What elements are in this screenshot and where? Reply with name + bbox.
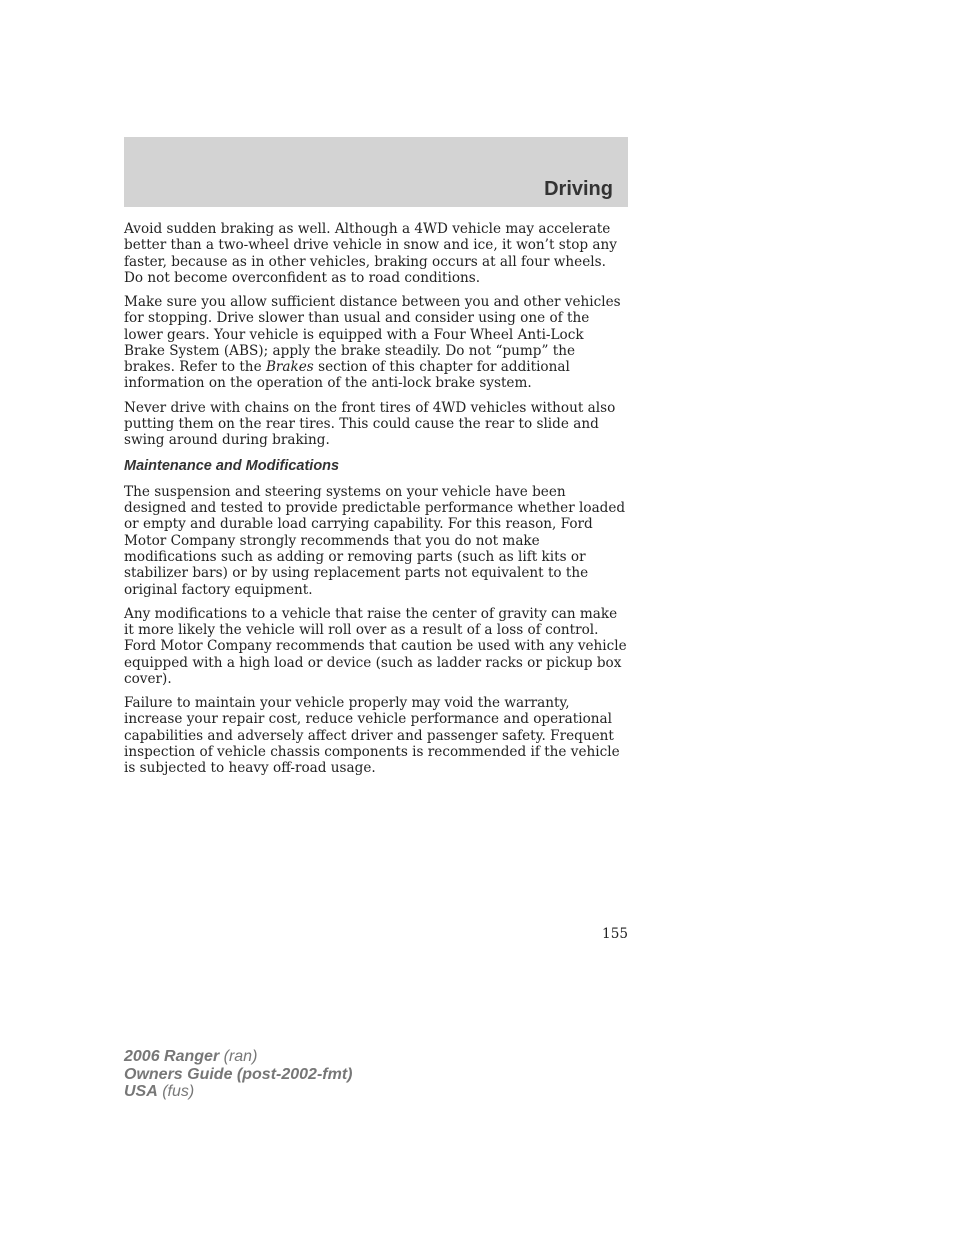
footer-line-model (124, 1048, 352, 1066)
footer-model-code: (ran) (219, 1048, 258, 1065)
paragraph-suspension: The suspension and steering systems on your vehicle have been designed and tested to provide predictable performance whether loaded or empty and durable load carrying capability. For this reason, Ford Motor Company strongly recommends that you do not make modifications such as adding or removing parts (such as lift kits or stabilizer bars) or by using replacement parts not equivalent to the original factory equipment. (124, 483, 626, 598)
footer-line-region (124, 1083, 352, 1101)
paragraph-braking: Avoid sudden braking as well. Although a 4WD vehicle may accelerate better than a two-wheel drive vehicle in snow and ice, it won’t stop any faster, because as in other vehicles, braking occurs at all four wheels. Do not become overconfident as to road conditions. (124, 221, 617, 286)
paragraph-modifications: Any modifications to a vehicle that raise the center of gravity can make it more likely the vehicle will roll over as a result of a loss of control. Ford Motor Company recommends that caution be used with any vehicle equipped with a high load or device (such as ladder racks or pickup box cover). (124, 605, 627, 687)
footer-guide: Owners Guide (post-2002-fmt) (124, 1065, 353, 1083)
document-footer (124, 1048, 352, 1101)
page-content (124, 221, 628, 784)
footer-region-code: (fus) (157, 1083, 195, 1100)
paragraph-chains: Never drive with chains on the front tires of 4WD vehicles without also putting them on the rear tires. This could cause the rear to slide and swing around during braking. (124, 399, 616, 449)
subheading-maintenance: Maintenance and Modifications (124, 458, 340, 475)
brakes-reference: Brakes (265, 359, 314, 376)
section-header-bar (124, 137, 628, 207)
section-title: Driving (544, 178, 613, 200)
paragraph-maintenance: Failure to maintain your vehicle properly may void the warranty, increase your repair cost, reduce vehicle performance and operational capabilities and adversely affect driver and passenger safety. Frequent inspection of vehicle chassis components is recommended if the vehicle is subjected to heavy off-road usage. (124, 694, 620, 777)
paragraph-text: section of this chapter for additional information on the operation of the anti-lock brake system. (124, 359, 570, 392)
paragraph-text: Make sure you allow sufficient distance between you and other vehicles for stopping. Drive slower than usual and consider using one of the lower gears. Your vehicle is equipped with a Four Wheel Anti-Lock Brake System (ABS); apply the brake steadily. Do not “pump” the brakes. Refer to the (124, 293, 621, 376)
footer-model: 2006 Ranger (124, 1048, 220, 1065)
footer-region: USA (124, 1083, 158, 1100)
page-number: 155 (602, 926, 628, 942)
footer-line-guide (124, 1066, 352, 1084)
paragraph-stopping-distance (124, 294, 628, 392)
